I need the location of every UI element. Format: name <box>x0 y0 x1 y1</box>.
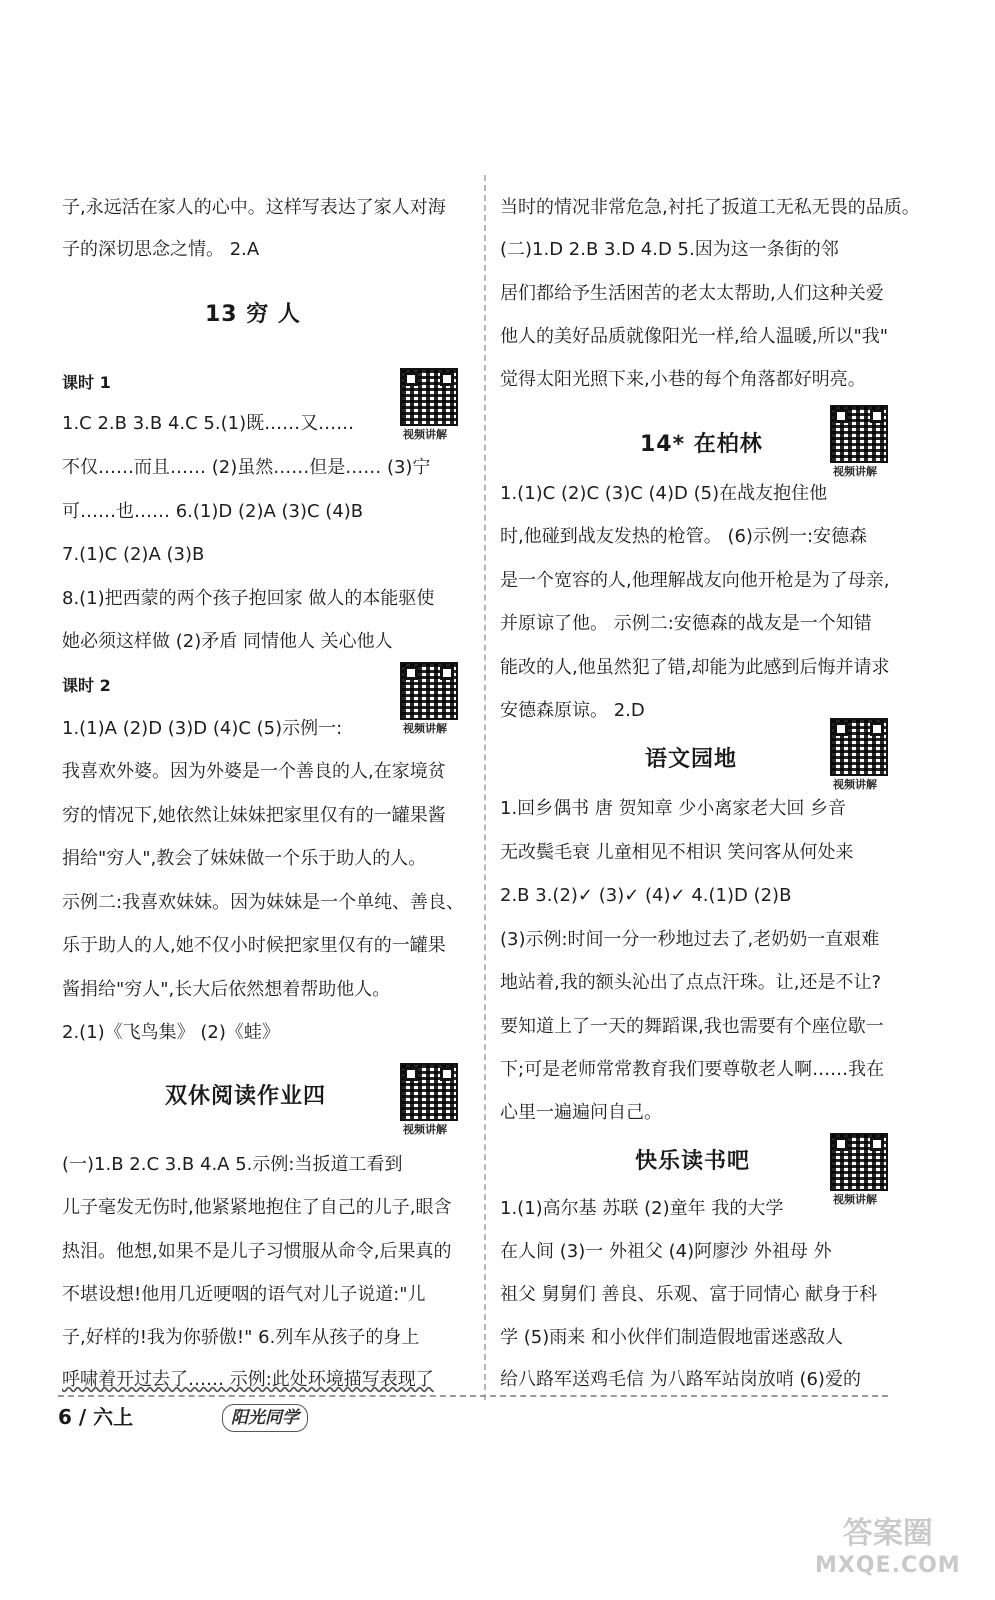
qr-label: 视频讲解 <box>833 778 877 791</box>
text-line: 在人间 (3)一 外祖父 (4)阿廖沙 外祖母 外 <box>500 1241 832 1262</box>
text-line: 祖父 舅舅们 善良、乐观、富于同情心 献身于科 <box>500 1284 878 1305</box>
qr-label: 视频讲解 <box>403 428 447 441</box>
text-line: (二)1.D 2.B 3.D 4.D 5.因为这一条街的邻 <box>500 239 839 260</box>
text-line: 无改鬓毛衰 儿童相见不相识 笑问客从何处来 <box>500 842 854 863</box>
text-line: 心里一遍遍问自己。 <box>500 1102 662 1123</box>
text-line: 乐于助人的人,她不仅小时候把家里仅有的一罐果 <box>62 935 446 956</box>
text-line: 子,永远活在家人的心中。这样写表达了家人对海 <box>62 197 446 218</box>
text-line: 地站着,我的额头沁出了点点汗珠。让,还是不让? <box>500 972 881 993</box>
text-line: 7.(1)C (2)A (3)B <box>62 544 205 565</box>
weekend4-title: 双休阅读作业四 <box>165 1084 327 1109</box>
text-line: 能改的人,他虽然犯了错,却能为此感到后悔并请求 <box>500 657 890 678</box>
qr-code-icon[interactable] <box>830 405 888 463</box>
text-line: 给八路军送鸡毛信 为八路军站岗放哨 (6)爱的 <box>500 1369 861 1390</box>
reading-title: 快乐读书吧 <box>635 1149 751 1174</box>
text-line: 他人的美好品质就像阳光一样,给人温暖,所以"我" <box>500 326 888 347</box>
text-line: 是一个宽容的人,他理解战友向他开枪是为了母亲, <box>500 570 890 591</box>
text-line: 她必须这样做 (2)矛盾 同情他人 关心他人 <box>62 631 393 652</box>
text-line: 我喜欢外婆。因为外婆是一个善良的人,在家境贫 <box>62 761 446 782</box>
watermark-text: 答案圈 <box>842 1516 933 1551</box>
text-line: 儿子毫发无伤时,他紧紧地抱住了自己的儿子,眼含 <box>62 1197 452 1218</box>
text-line: 不堪设想!他用几近哽咽的语气对儿子说道:"儿 <box>62 1284 426 1305</box>
text-line: 并原谅了他。 示例二:安德森的战友是一个知错 <box>500 613 872 634</box>
text-line: (3)示例:时间一分一秒地过去了,老奶奶一直艰难 <box>500 929 880 950</box>
text-line: 2.B 3.(2)✓ (3)✓ (4)✓ 4.(1)D (2)B <box>500 885 792 906</box>
text-line: 子的深切思念之情。 2.A <box>62 239 260 260</box>
text-line: 1.(1)高尔基 苏联 (2)童年 我的大学 <box>500 1198 784 1219</box>
qr-label: 视频讲解 <box>833 1193 877 1206</box>
text-line: 捐给"穷人",教会了妹妹做一个乐于助人的人。 <box>62 848 427 869</box>
page-number: 6 / 六上 <box>58 1405 134 1429</box>
garden-title: 语文园地 <box>645 747 738 772</box>
watermark <box>815 1515 961 1579</box>
watermark-url: MXQE.COM <box>815 1553 961 1578</box>
qr-label: 视频讲解 <box>403 722 447 735</box>
text-line: 1.回乡偶书 唐 贺知章 少小离家老大回 乡音 <box>500 798 847 819</box>
text-line: 学 (5)雨来 和小伙伴们制造假地雷迷惑敌人 <box>500 1327 843 1348</box>
text-line: 居们都给予生活困苦的老太太帮助,人们这种关爱 <box>500 283 884 304</box>
text-line: 呼啸着开过去了…… 示例:此处环境描写表现了 <box>62 1369 434 1390</box>
qr-code-icon[interactable] <box>400 1063 458 1121</box>
text-line: 热泪。他想,如果不是儿子习惯服从命令,后果真的 <box>62 1241 452 1262</box>
text-line: 当时的情况非常危急,衬托了扳道工无私无畏的品质。 <box>500 197 920 218</box>
text-line: 可……也…… 6.(1)D (2)A (3)C (4)B <box>62 501 364 522</box>
text-line: 1.(1)A (2)D (3)D (4)C (5)示例一: <box>62 718 343 739</box>
text-line: 要知道上了一天的舞蹈课,我也需要有个座位歇一 <box>500 1016 884 1037</box>
text-line: 时,他碰到战友发热的枪管。 (6)示例一:安德森 <box>500 526 868 547</box>
text-line: 安德森原谅。 2.D <box>500 700 645 721</box>
text-line: 8.(1)把西蒙的两个孩子抱回家 做人的本能驱使 <box>62 588 435 609</box>
right-column <box>490 0 995 1600</box>
text-line: 子,好样的!我为你骄傲!" 6.列车从孩子的身上 <box>62 1327 420 1348</box>
footer-rule <box>58 1395 888 1397</box>
lesson14-title: 14* 在柏林 <box>640 432 763 457</box>
text-line: 下;可是老师常常教育我们要尊敬老人啊……我在 <box>500 1059 885 1080</box>
text-line: 酱捐给"穷人",长大后依然想着帮助他人。 <box>62 979 391 1000</box>
qr-code-icon[interactable] <box>400 662 458 720</box>
brand-logo: 阳光同学 <box>222 1404 308 1432</box>
left-column <box>0 0 482 1600</box>
lesson13-title: 13 穷 人 <box>205 302 301 327</box>
text-line: 不仅……而且…… (2)虽然……但是…… (3)宁 <box>62 457 431 478</box>
text-line: 2.(1)《飞鸟集》 (2)《蛙》 <box>62 1022 280 1043</box>
text-line: 穷的情况下,她依然让妹妹把家里仅有的一罐果酱 <box>62 805 446 826</box>
column-divider <box>484 175 486 1400</box>
qr-code-icon[interactable] <box>400 368 458 426</box>
text-line: 1.(1)C (2)C (3)C (4)D (5)在战友抱住他 <box>500 483 828 504</box>
text-line: (一)1.B 2.C 3.B 4.A 5.示例:当扳道工看到 <box>62 1154 403 1175</box>
qr-label: 视频讲解 <box>403 1123 447 1136</box>
text-line: 示例二:我喜欢妹妹。因为妹妹是一个单纯、善良、 <box>62 892 465 913</box>
period2-label: 课时 2 <box>62 676 111 695</box>
qr-code-icon[interactable] <box>830 1133 888 1191</box>
qr-code-icon[interactable] <box>830 718 888 776</box>
text-line: 1.C 2.B 3.B 4.C 5.(1)既……又…… <box>62 413 355 434</box>
qr-label: 视频讲解 <box>833 465 877 478</box>
period1-label: 课时 1 <box>62 373 111 392</box>
text-line: 觉得太阳光照下来,小巷的每个角落都好明亮。 <box>500 369 866 390</box>
